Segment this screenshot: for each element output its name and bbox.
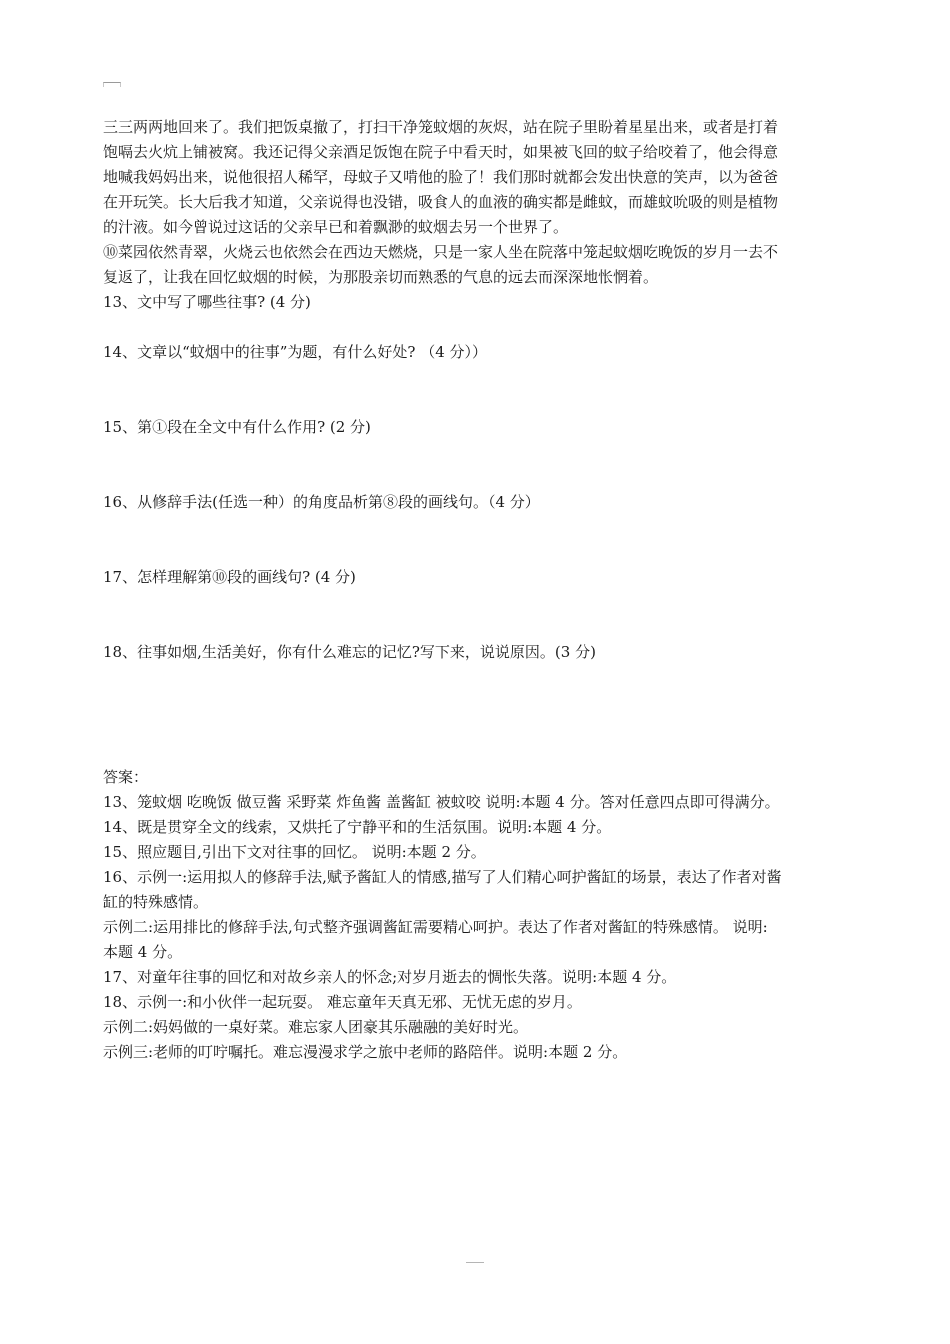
answers-title: 答案： [103, 768, 149, 786]
answer-line: 14、既是贯穿全文的线索，又烘托了宁静平和的生活氛围。说明:本题 4 分。 [103, 818, 612, 836]
passage [103, 115, 853, 290]
passage-line: 的汁液。如今曾说过这话的父亲早已和着飘渺的蚊烟去另一个世界了。 [103, 218, 569, 236]
answer-line: 17、对童年往事的回忆和对故乡亲人的怀念;对岁月逝去的惆怅失落。说明:本题 4 分。 [103, 968, 677, 986]
answer-line: 示例二:运用排比的修辞手法,句式整齐强调酱缸需要精心呵护。表达了作者对酱缸的特殊感情。 说明: [103, 918, 768, 936]
page-footer-mark [466, 1262, 484, 1263]
question-18: 18、往事如烟,生活美好，你有什么难忘的记忆?写下来，说说原因。(3 分) [103, 643, 596, 661]
answer-line: 示例三:老师的叮咛嘱托。难忘漫漫求学之旅中老师的路陪伴。说明:本题 2 分。 [103, 1043, 628, 1061]
questions [103, 290, 853, 665]
passage-line: ⑩菜园依然青翠，火烧云也依然会在西边天燃烧，只是一家人坐在院落中笼起蚊烟吃晚饭的岁月一去不 [103, 243, 779, 261]
answer-line: 15、照应题目,引出下文对往事的回忆。 说明:本题 2 分。 [103, 843, 486, 861]
passage-line: 饱嗝去火炕上铺被窝。我还记得父亲酒足饭饱在院子中看天时，如果被飞回的蚊子给咬着了，他会得意 [103, 143, 779, 161]
document-body [103, 115, 853, 1065]
answer-line: 示例二:妈妈做的一桌好菜。难忘家人团豪其乐融融的美好时光。 [103, 1018, 529, 1036]
answer-line: 18、示例一:和小伙伴一起玩耍。 难忘童年天真无邪、无忧无虑的岁月。 [103, 993, 582, 1011]
question-14: 14、文章以“蚊烟中的往事”为题，有什么好处? （4 分）） [103, 343, 488, 361]
question-17: 17、怎样理解第⑩段的画线句? (4 分) [103, 568, 356, 586]
answers [103, 765, 853, 1065]
passage-line: 复返了，让我在回忆蚊烟的时候，为那股亲切而熟悉的气息的远去而深深地怅惘着。 [103, 268, 659, 286]
answer-line: 13、笼蚊烟 吃晚饭 做豆酱 采野菜 炸鱼酱 盖酱缸 被蚊咬 说明:本题 4 分。答对任意四点即可得满分。 [103, 793, 780, 811]
answer-line: 16、示例一:运用拟人的修辞手法,赋予酱缸人的情感,描写了人们精心呵护酱缸的场景，表达了作者对酱 [103, 868, 782, 886]
question-13: 13、文中写了哪些往事? (4 分) [103, 293, 311, 311]
question-16: 16、从修辞手法(任选一种）的角度品析第⑧段的画线句。（4 分） [103, 493, 540, 511]
passage-line: 地喊我妈妈出来，说他很招人稀罕，母蚊子又啃他的脸了！我们那时就都会发出快意的笑声，以为爸爸 [103, 168, 779, 186]
answer-line: 缸的特殊感情。 [103, 893, 209, 911]
answer-line: 本题 4 分。 [103, 943, 183, 961]
page-corner-mark [103, 82, 121, 87]
question-15: 15、第①段在全文中有什么作用? (2 分) [103, 418, 371, 436]
passage-line: 在开玩笑。长大后我才知道，父亲说得也没错，吸食人的血液的确实都是雌蚊，而雄蚊吮吸的则是植物 [103, 193, 779, 211]
passage-line: 三三两两地回来了。我们把饭桌撤了，打扫干净笼蚊烟的灰烬，站在院子里盼着星星出来，或者是打着 [103, 118, 779, 136]
